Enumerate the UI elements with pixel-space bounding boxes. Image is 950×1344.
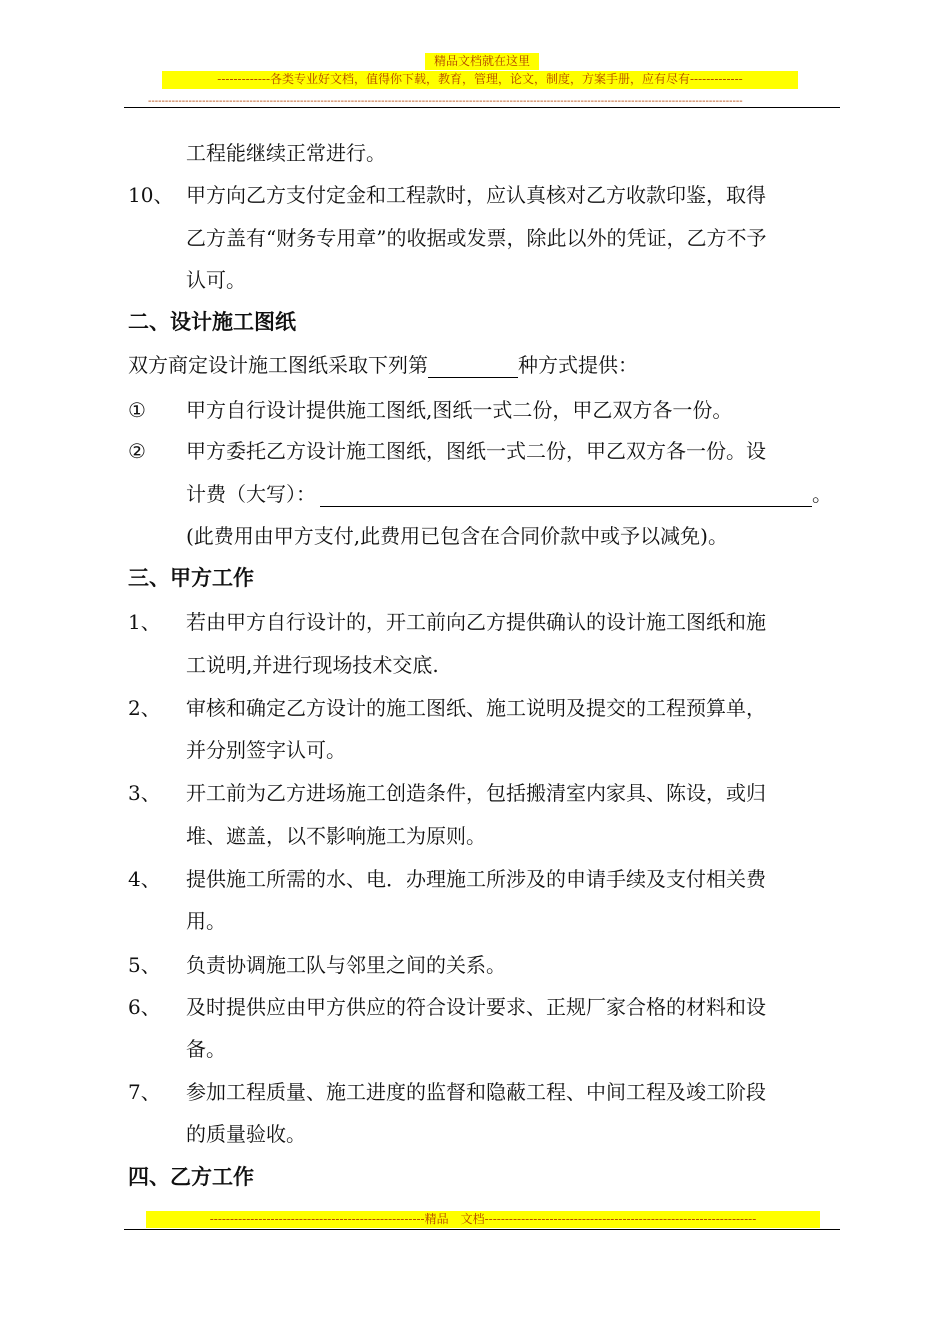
item-number: 7、: [128, 1080, 161, 1104]
option-1-text: 甲方自行设计提供施工图纸,图纸一式二份，甲乙双方各一份。: [186, 398, 733, 422]
item-line: 参加工程质量、施工进度的监督和隐蔽工程、中间工程及竣工阶段: [186, 1080, 766, 1104]
option-2-line-2: [186, 481, 832, 507]
choice-blank[interactable]: [428, 355, 518, 378]
design-fee-label: 计费（大写）：: [186, 482, 316, 506]
item-line: 堆、遮盖，以不影响施工为原则。: [186, 824, 486, 848]
intro-text-b: 种方式提供：: [518, 353, 638, 377]
item-line: 负责协调施工队与邻里之间的关系。: [186, 953, 506, 977]
item-number: 5、: [128, 953, 161, 977]
item-10-line-1: 甲方向乙方支付定金和工程款时，应认真核对乙方收款印鉴，取得: [186, 183, 766, 207]
header-slogan: -------------各类专业好文档，值得你下载，教育，管理，论文，制度，方案手册，应有尽有-------------: [162, 71, 798, 89]
item-line: 备。: [186, 1037, 226, 1061]
item-number: 2、: [128, 696, 161, 720]
continued-line: 工程能继续正常进行。: [186, 141, 386, 165]
item-line: 的质量验收。: [186, 1122, 306, 1146]
intro-text-a: 双方商定设计施工图纸采取下列第: [128, 353, 428, 377]
item-10-line-2: 乙方盖有“财务专用章”的收据或发票，除此以外的凭证，乙方不予: [186, 226, 767, 250]
item-line: 用。: [186, 909, 226, 933]
option-2-number: ②: [128, 439, 146, 463]
option-2-line-3: (此费用由甲方支付,此费用已包含在合同价款中或予以减免)。: [186, 524, 728, 548]
item-line: 及时提供应由甲方供应的符合设计要求、正规厂家合格的材料和设: [186, 995, 766, 1019]
section-3-title: 三、甲方工作: [128, 566, 254, 590]
header-dashes: --------------------------------------------------------------------------------------------------------------------------------------------------------------------------------: [148, 96, 743, 107]
header-rule: [124, 107, 840, 108]
section-2-title: 二、设计施工图纸: [128, 310, 296, 334]
item-line: 提供施工所需的水、电．办理施工所涉及的申请手续及支付相关费: [186, 867, 766, 891]
design-fee-blank[interactable]: [320, 484, 812, 507]
item-number: 3、: [128, 781, 161, 805]
item-10-number: 10、: [128, 183, 174, 207]
item-line: 并分别签字认可。: [186, 738, 346, 762]
section-2-intro: [128, 352, 638, 378]
design-fee-end: 。: [812, 482, 832, 506]
item-10-line-3: 认可。: [186, 268, 246, 292]
footer-rule: [124, 1229, 840, 1230]
option-1-number: ①: [128, 398, 146, 422]
item-line: 开工前为乙方进场施工创造条件，包括搬清室内家具、陈设，或归: [186, 781, 766, 805]
item-number: 6、: [128, 995, 161, 1019]
item-number: 4、: [128, 867, 161, 891]
footer-text: -----------------------------------------------------精品 文档-------------------------------------------------------------------: [146, 1211, 820, 1228]
section-4-title: 四、乙方工作: [128, 1165, 254, 1189]
option-2-line-1: 甲方委托乙方设计施工图纸，图纸一式二份，甲乙双方各一份。设: [186, 439, 766, 463]
item-number: 1、: [128, 610, 161, 634]
item-line: 若由甲方自行设计的，开工前向乙方提供确认的设计施工图纸和施: [186, 610, 766, 634]
header-title: 精品文档就在这里: [425, 53, 539, 70]
item-line: 工说明,并进行现场技术交底.: [186, 653, 439, 677]
item-line: 审核和确定乙方设计的施工图纸、施工说明及提交的工程预算单，: [186, 696, 766, 720]
